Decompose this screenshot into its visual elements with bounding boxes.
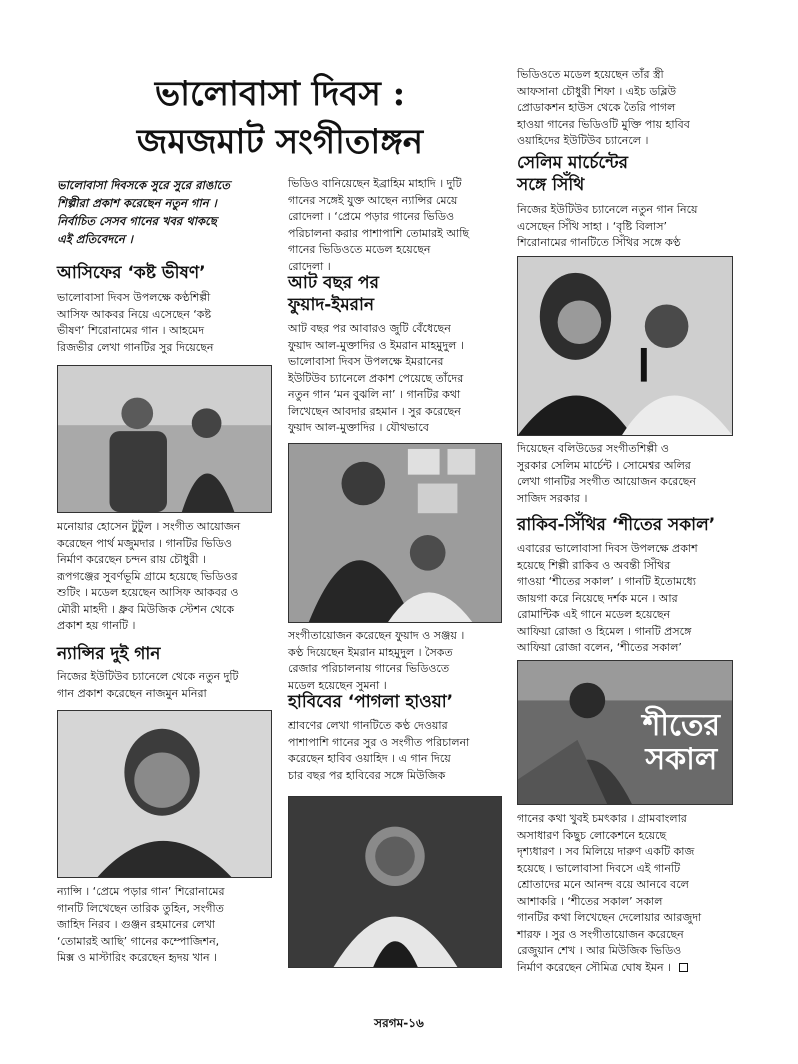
title-line-2: জমজমাট সংগীতাঙ্গন [136, 122, 424, 162]
habib-photo [288, 796, 502, 968]
nancy-text-top: নিজের ইউটিউব চ্যানেলে থেকে নতুন দুটি গান প্রকাশ করেছেন নাজমুন মনিরা [57, 670, 239, 700]
poster-title: শীতের সকাল [642, 708, 720, 777]
asif-text-top: ভালোবাসা দিবস উপলক্ষে কণ্ঠশিল্পী আসিফ আকবর নিয়ে এসেছেন ‘কষ্ট ভীষণ’ শিরোনামের গান । আহমেদ রিজভীর লেখা গানটির সুর দিয়েছেন [57, 291, 214, 354]
selim-text-top: নিজের ইউটিউব চ্যানেলে নতুন গান নিয়ে এসেছেন সিঁথি সাহা । ‘বৃষ্টি বিলাস’ শিরোনামের গানটিতে সিঁথির সঙ্গে কণ্ঠ [517, 203, 698, 249]
fuad-heading: আট বছর পর ফুয়াদ-ইমরান [288, 273, 379, 315]
fuad-text-top: আট বছর পর আবারও জুটি বেঁধেছেন ফুয়াদ আল-মুক্তাদির ও ইমরান মাহমুদুল । ভালোবাসা দিবস উপলক্ষে ইমরানের ইউটিউব চ্যানেলে প্রকাশ পেয়েছে তাঁদের নতুন গান ‘মন বুঝলি না’ । গানটির কথা লিখেছেন আবদার রহমান । সুর করেছেন ফুয়াদ আল-মুক্তাদির । যৌথভাবে [288, 322, 464, 434]
shiter-sokal-poster [517, 660, 733, 805]
nancy-heading: ন্যান্সির দুই গান [57, 644, 161, 664]
selim-sinthi-photo [517, 256, 733, 436]
nancy-text-bottom: ন্যান্সি । ‘প্রেমে পড়ার গান’ শিরোনামের গানটি লিখেছেন তারিক তুহিন, সংগীত জাহিদ নিরব । গুঞ্জন রহমানের লেখা ‘তোমারই আছি’ গানের কম্পোজিশন, মিক্স ও মাস্টারিং করেছেন হৃদয় খান । [57, 885, 225, 964]
fuad-imran-photo [288, 443, 502, 623]
col2-continued-text: ভিডিও বানিয়েছেন ইব্রাহিম মাহাদি । দুটি গানের সঙ্গেই যুক্ত আছেন ন্যান্সির মেয়ে রোদেলা । ‘প্রেমে পড়ার গানের ভিডিও পরিচালনা করার পাশাপাশি তোমারই আছি গানের ভিডিওতে মডেল হয়েছেন রোদেলা । [288, 177, 470, 273]
habib-text-top: শ্রাবণের লেখা গানটিতে কণ্ঠ দেওয়ার পাশাপাশি গানের সুর ও সংগীত পরিচালনা করেছেন হাবিব ওয়াহিদ । এ গান দিয়ে চার বছর পর হাবিবের সঙ্গে মিউজিক [288, 719, 470, 782]
intro-paragraph: ভালোবাসা দিবসকে সুরে সুরে রাঙাতে শিল্পীরা প্রকাশ করেছেন নতুন গান । নির্বাচিত সেসব গানের খবর থাকছে এই প্রতিবেদনে । [57, 178, 230, 246]
selim-heading: সেলিম মার্চেন্টের সঙ্গে সিঁথি [517, 153, 628, 195]
col3-continued-text: ভিডিওতে মডেল হয়েছেন তাঁর স্ত্রী আফসানা চৌধুরী শিফা । এইচ ডব্লিউ প্রোডাকশন হাউস থেকে তৈরি পাগল হাওয়া গানের ভিডিওটি মুক্তি পায় হাবিব ওয়াহিদের ইউটিউব চ্যানেলে । [517, 68, 690, 147]
title-line-1: ভালোবাসা দিবস : [154, 74, 406, 114]
rakib-heading: রাকিব-সিঁথির ‘শীতের সকাল’ [517, 515, 716, 535]
habib-heading: হাবিবের ‘পাগলা হাওয়া’ [288, 692, 454, 712]
fuad-text-bottom: সংগীতায়োজন করেছেন ফুয়াদ ও সঞ্জয় । কণ্ঠ দিয়েছেন ইমরান মাহমুদুল । সৈকত রেজার পরিচালনায় গানের ভিডিওতে মডেল হয়েছেন সুমনা । [288, 629, 465, 692]
selim-text-bottom: দিয়েছেন বলিউডের সংগীতশিল্পী ও সুরকার সেলিম মার্চেন্ট । সোমেশ্বর অলির লেখা গানটির সংগীত আয়োজন করেছেন সাজিদ সরকার । [517, 442, 696, 505]
nancy-photo [57, 710, 272, 878]
asif-heading: আসিফের ‘কষ্ট ভীষণ’ [57, 263, 206, 283]
page-number: সরগম-১৬ [374, 1016, 424, 1030]
rakib-text-bottom: গানের কথা খুবই চমৎকার । গ্রামবাংলার অসাধারণ কিছুচ লোকেশনে হয়েছে দৃশ্যধারণ । সব মিলিয়ে দারুণ একটি কাজ হয়েছে । ভালোবাসা দিবসে এই গানটি শ্রোতাদের মনে আনন্দ বয়ে আনবে বলে আশাকরি । ‘শীতের সকাল’ সকাল গানটির কথা লিখেছেন দেলোয়ার আরজুদা শারফ । সুর ও সংগীতায়োজন করেছেন রেজুয়ান শেখ । আর মিউজিক ভিডিও নির্মাণ করেছেন সৌমিত্র ঘোষ ইমন । [517, 812, 702, 974]
asif-text-bottom: মনোয়ার হোসেন টুটুল । সংগীত আয়োজন করেছেন পার্থ মজুমদার । গানটির ভিডিও নির্মাণ করেছেন চন্দন রায় চৌধুরী । রূপগঞ্জের সুবর্ণভূমি গ্রামে হয়েছে ভিডিওর শুটিং । মডেল হয়েছেন আসিফ আকবর ও মৌরী মাহদী । ধ্রুব মিউজিক স্টেশন থেকে প্রকাশ হয় গানটি । [57, 520, 241, 632]
end-mark-icon [679, 963, 688, 972]
page-title [50, 70, 510, 166]
asif-photo [57, 365, 272, 513]
rakib-text-top: এবারের ভালোবাসা দিবস উপলক্ষে প্রকাশ হয়েছে শিল্পী রাকিব ও অবন্তী সিঁথির গাওয়া ‘শীতের সকাল’ । গানটি ইতোমধ্যে জায়গা করে নিয়েছে দর্শক মনে । আর রোমান্টিক এই গানে মডেল হয়েছেন আফিয়া রোজা ও হিমেল । গানটি প্রসঙ্গে আফিয়া রোজা বলেন, ‘শীতের সকাল’ [517, 542, 698, 654]
